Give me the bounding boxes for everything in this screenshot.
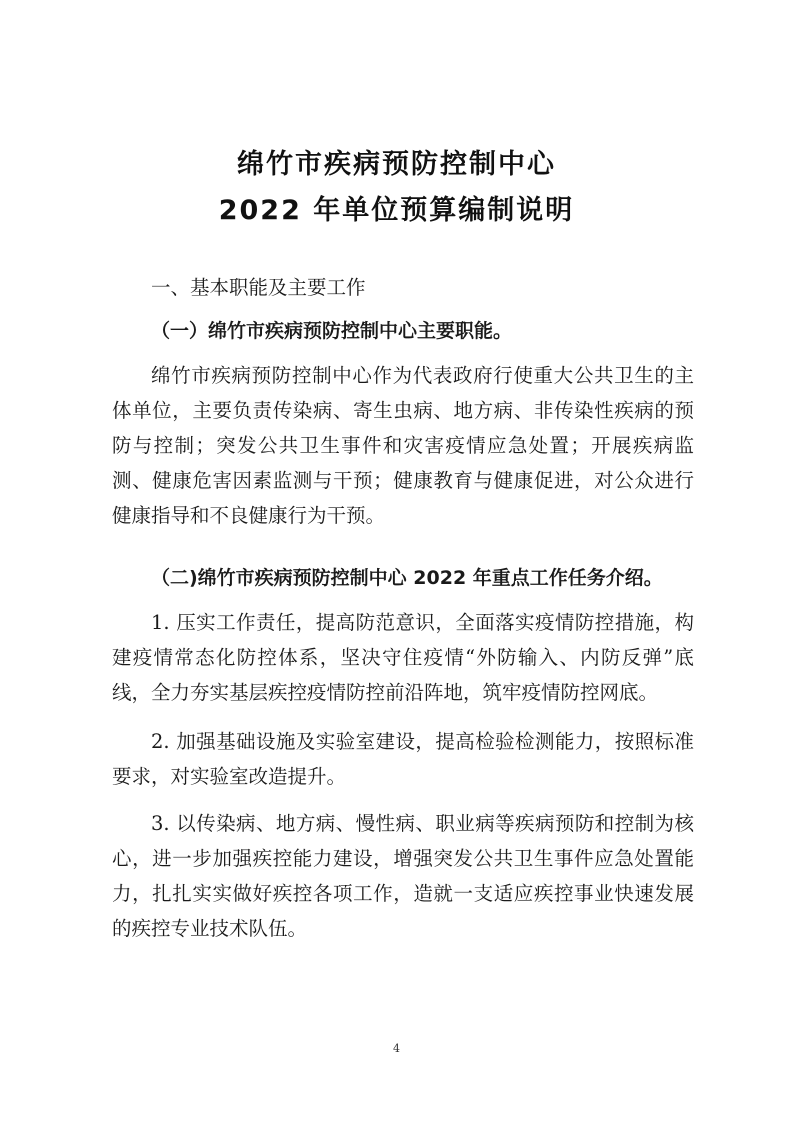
document-title-line1: 绵竹市疾病预防控制中心 <box>237 149 556 180</box>
task-item-1: 1. 压实工作责任，提高防范意识，全面落实疫情防控措施，构建疫情常态化防控体系，坚决守住疫情“外防输入、内防反弹”底线，全力夯实基层疾控疫情防控前沿阵地，筑牢疫情防控网底。 <box>112 611 694 704</box>
subsection-heading-key-tasks: （二)绵竹市疾病预防控制中心 2022 年重点工作任务介绍。 <box>151 567 663 589</box>
subsection-heading-main-functions: （一）绵竹市疾病预防控制中心主要职能。 <box>151 320 513 342</box>
main-functions-paragraph-block <box>112 358 694 533</box>
task-item-3: 3. 以传染病、地方病、慢性病、职业病等疾病预防和控制为核心，进一步加强疾控能力建设，增强突发公共卫生事件应急处置能力，扎扎实实做好疾控各项工作，造就一支适应疾控事业快速发展的疾控专业技术队伍。 <box>112 812 694 940</box>
main-functions-paragraph: 绵竹市疾病预防控制中心作为代表政府行使重大公共卫生的主体单位，主要负责传染病、寄生虫病、地方病、非传染性疾病的预防与控制；突发公共卫生事件和灾害疫情应急处置；开展疾病监测、健康危害因素监测与干预；健康教育与健康促进，对公众进行健康指导和不良健康行为干预。 <box>112 364 694 527</box>
task-item-2-block <box>112 724 694 794</box>
task-item-2: 2. 加强基础设施及实验室建设，提高检验检测能力，按照标准要求，对实验室改造提升。 <box>112 730 694 788</box>
document-title-line2: 2022 年单位预算编制说明 <box>218 195 575 226</box>
section-heading-basic-functions: 一、基本职能及主要工作 <box>151 276 366 299</box>
task-item-1-block <box>112 605 694 710</box>
task-item-3-block <box>112 806 694 946</box>
page-number: 4 <box>393 1042 400 1055</box>
